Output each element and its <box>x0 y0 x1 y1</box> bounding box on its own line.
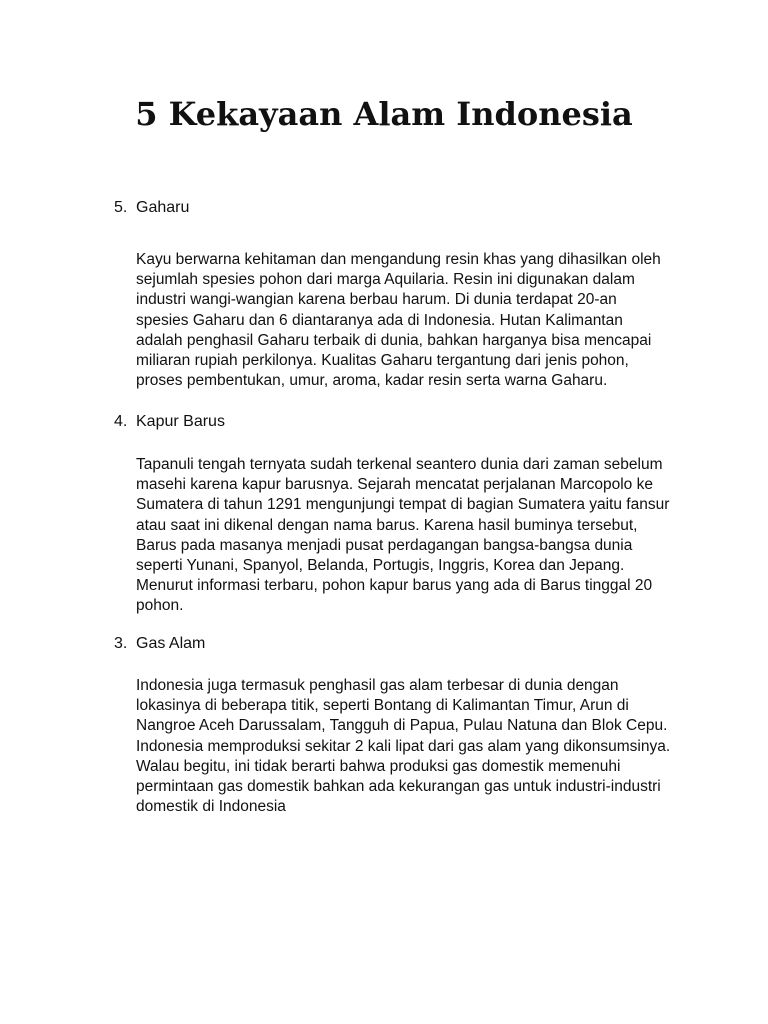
section-number: 4. <box>114 413 128 430</box>
paragraph-line: lokasinya di beberapa titik, seperti Bontang di Kalimantan Timur, Arun di <box>136 697 629 715</box>
paragraph-line: Indonesia memproduksi sekitar 2 kali lipat dari gas alam yang dikonsumsinya. <box>136 737 671 755</box>
section-paragraph-gas-alam <box>136 676 696 817</box>
paragraph-line: Indonesia juga termasuk penghasil gas alam terbesar di dunia dengan <box>136 677 619 694</box>
paragraph-line: Tapanuli tengah ternyata sudah terkenal seantero dunia dari zaman sebelum <box>136 456 663 473</box>
section-number: 3. <box>114 635 128 652</box>
section-title: Gaharu <box>136 199 190 216</box>
paragraph-line: spesies Gaharu dan 6 diantaranya ada di Indonesia. Hutan Kalimantan <box>136 311 623 329</box>
paragraph-line: proses pembentukan, umur, aroma, kadar resin serta warna Gaharu. <box>136 372 608 390</box>
paragraph-line: Nangroe Aceh Darussalam, Tangguh di Papua, Pulau Natuna dan Blok Cepu. <box>136 717 668 735</box>
section-paragraph-kapur-barus <box>136 455 696 617</box>
section-heading-gaharu <box>114 198 189 218</box>
paragraph-line: seperti Yunani, Spanyol, Belanda, Portugis, Inggris, Korea dan Jepang. <box>136 557 625 575</box>
paragraph-line: adalah penghasil Gaharu terbaik di dunia, bahkan harganya bisa mencapai <box>136 331 652 349</box>
section-title: Gas Alam <box>136 635 206 652</box>
paragraph-line: sejumlah spesies pohon dari marga Aquilaria. Resin ini digunakan dalam <box>136 271 635 289</box>
paragraph-line: miliaran rupiah perkilonya. Kualitas Gaharu tergantung dari jenis pohon, <box>136 352 629 370</box>
paragraph-line: Menurut informasi terbaru, pohon kapur barus yang ada di Barus tinggal 20 <box>136 577 653 595</box>
paragraph-line: Barus pada masanya menjadi pusat perdagangan bangsa-bangsa dunia <box>136 536 633 554</box>
paragraph-line: Walau begitu, ini tidak berarti bahwa produksi gas domestik memenuhi <box>136 757 621 775</box>
paragraph-line: masehi karena kapur barusnya. Sejarah mencatat perjalanan Marcopolo ke <box>136 476 653 494</box>
paragraph-line: pohon. <box>136 597 184 615</box>
section-paragraph-gaharu <box>136 250 696 391</box>
section-title: Kapur Barus <box>136 413 225 430</box>
page-title: 5 Kekayaan Alam Indonesia <box>135 95 633 133</box>
paragraph-line: permintaan gas domestik bahkan ada kekurangan gas untuk industri-industri <box>136 778 661 796</box>
paragraph-line: industri wangi-wangian karena berbau harum. Di dunia terdapat 20-an <box>136 291 617 309</box>
paragraph-line: atau saat ini dikenal dengan nama barus. Karena hasil buminya tersebut, <box>136 516 638 534</box>
section-number: 5. <box>114 199 128 216</box>
paragraph-line: domestik di Indonesia <box>136 798 286 816</box>
section-heading-gas-alam <box>114 634 205 654</box>
section-heading-kapur-barus <box>114 412 225 432</box>
paragraph-line: Kayu berwarna kehitaman dan mengandung resin khas yang dihasilkan oleh <box>136 251 661 268</box>
paragraph-line: Sumatera di tahun 1291 mengunjungi tempat di bagian Sumatera yaitu fansur <box>136 496 670 514</box>
